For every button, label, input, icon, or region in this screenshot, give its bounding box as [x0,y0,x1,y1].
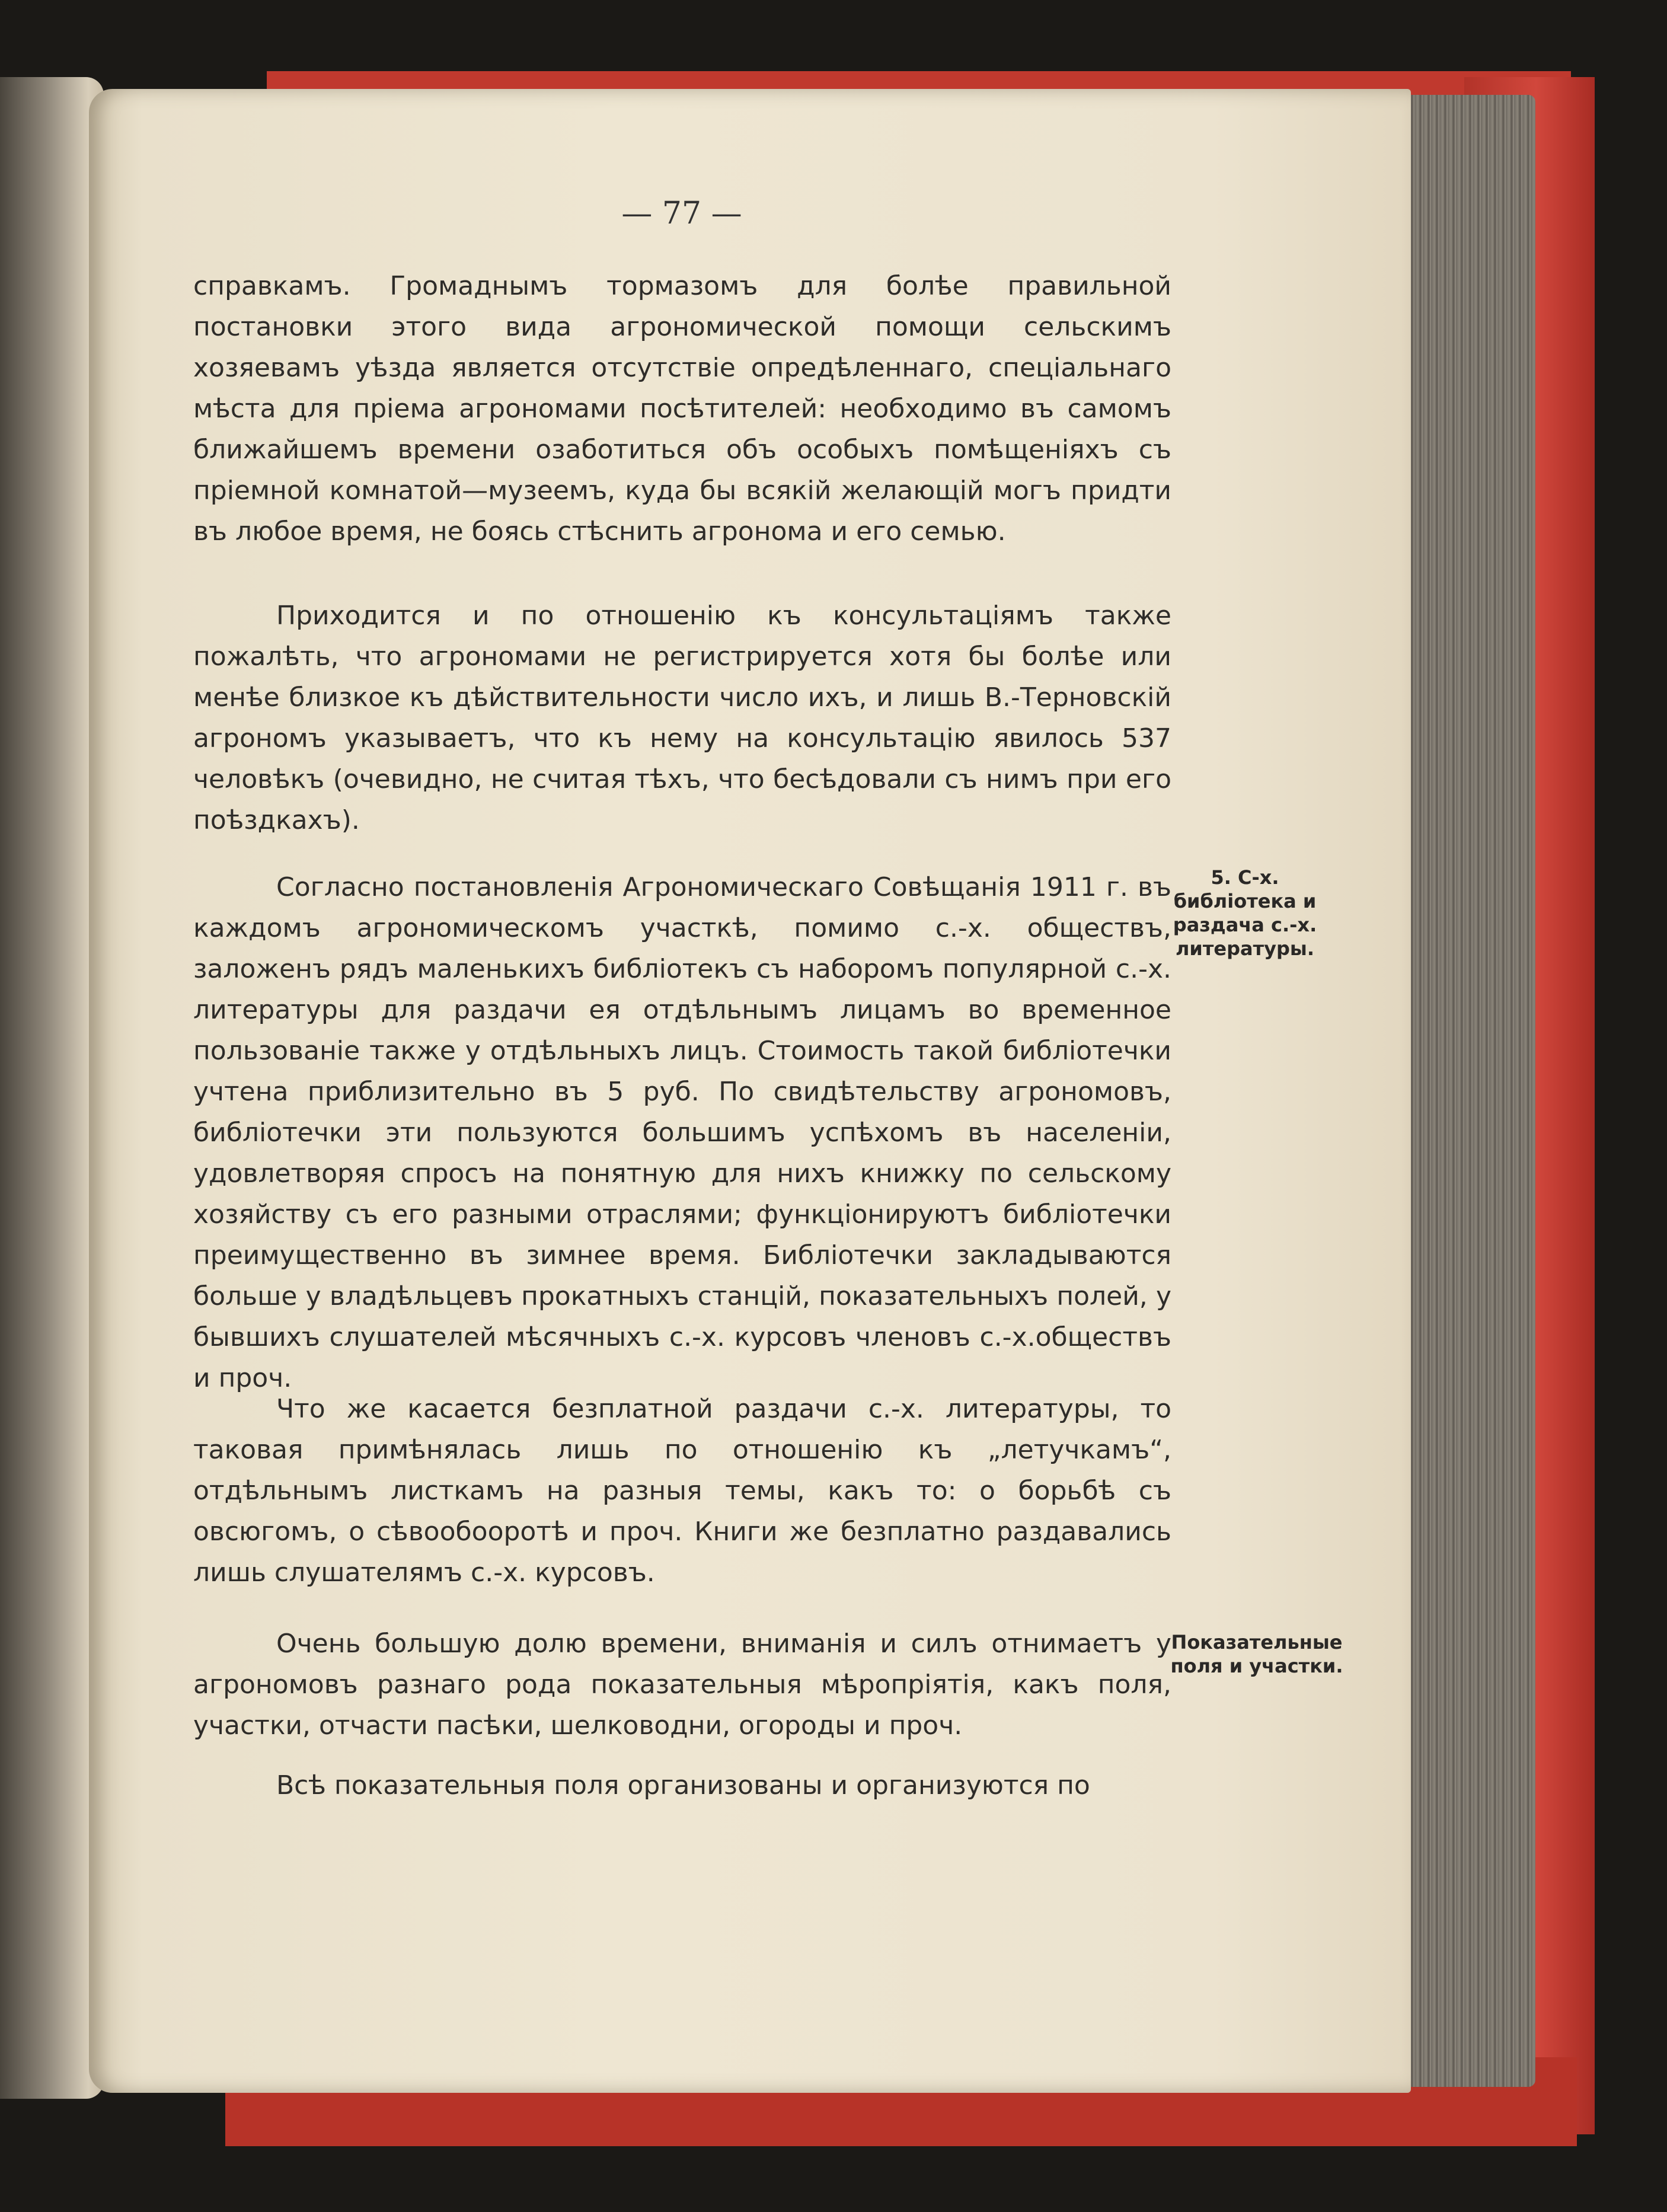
marginal-note-library: 5. С-х. библіотека и раздача с.-х. литературы. [1173,866,1317,960]
page-number: — 77 — [621,196,742,231]
paragraph-5: Очень большую долю времени, вниманія и силъ отнимаетъ у агрономовъ разнаго рода показательныя мѣропріятія, какъ поля, участки, отчасти пасѣки, шелководни, огороды и проч. [193,1629,1171,1741]
left-page-edge [0,77,104,2099]
paragraph-4: Что же касается безплатной раздачи с.-х. литературы, то таковая примѣнялась лишь по отношенію къ „летучкамъ“, отдѣльнымъ листкамъ на разныя темы, какъ то: о борьбѣ съ овсюгомъ, о сѣвообооротѣ и проч. Книги же безплатно раздавались лишь слушателямъ с.-х. курсовъ. [193,1394,1171,1588]
paragraph-3: Согласно постановленія Агрономическаго Совѣщанія 1911 г. въ каждомъ агрономическомъ участкѣ, помимо с.-х. обществъ, заложенъ рядъ маленькихъ библіотекъ съ наборомъ популярной с.-х. литературы для раздачи ея отдѣльнымъ лицамъ во временное пользованіе также у отдѣльныхъ лицъ. Стоимость такой библіотечки учтена приблизительно въ 5 руб. По свидѣтельству агрономовъ, библіотечки эти пользуются большимъ успѣхомъ въ населеніи, удовлетворяя спросъ на понятную для нихъ книжку по сельскому хозяйству съ его разными отраслями; функціонируютъ библіотечки преимущественно въ зимнее время. Библіотечки закладываются больше у владѣльцевъ прокатныхъ станцій, показательныхъ полей, у бывшихъ слушателей мѣсячныхъ с.-х. курсовъ членовъ с.-х.обществъ и проч. [193,872,1171,1393]
marginal-note-demo-fields: Показательные поля и участки. [1170,1631,1343,1677]
paragraph-6: Всѣ показательныя поля организованы и организуются по [276,1770,1090,1801]
paragraph-2: Приходится и по отношенію къ консультаціямъ также пожалѣть, что агрономами не регистрируется хотя бы болѣе или менѣе близкое къ дѣйствительности число ихъ, и лишь В.-Терновскій агрономъ указываетъ, что къ нему на консультацію явилось 537 человѣкъ (очевидно, не считая тѣхъ, что бесѣдовали съ нимъ при его поѣздкахъ). [193,601,1171,835]
paragraph-1: справкамъ. Громаднымъ тормазомъ для болѣе правильной постановки этого вида агрономической помощи сельскимъ хозяевамъ уѣзда является отсутствіе опредѣленнаго, спеціальнаго мѣста для пріема агрономами посѣтителей: необходимо въ самомъ ближайшемъ времени озаботиться объ особыхъ помѣщеніяхъ съ пріемной комнатой—музеемъ, куда бы всякій желающій могъ придти въ любое время, не боясь стѣснить агронома и его семью. [193,271,1171,547]
